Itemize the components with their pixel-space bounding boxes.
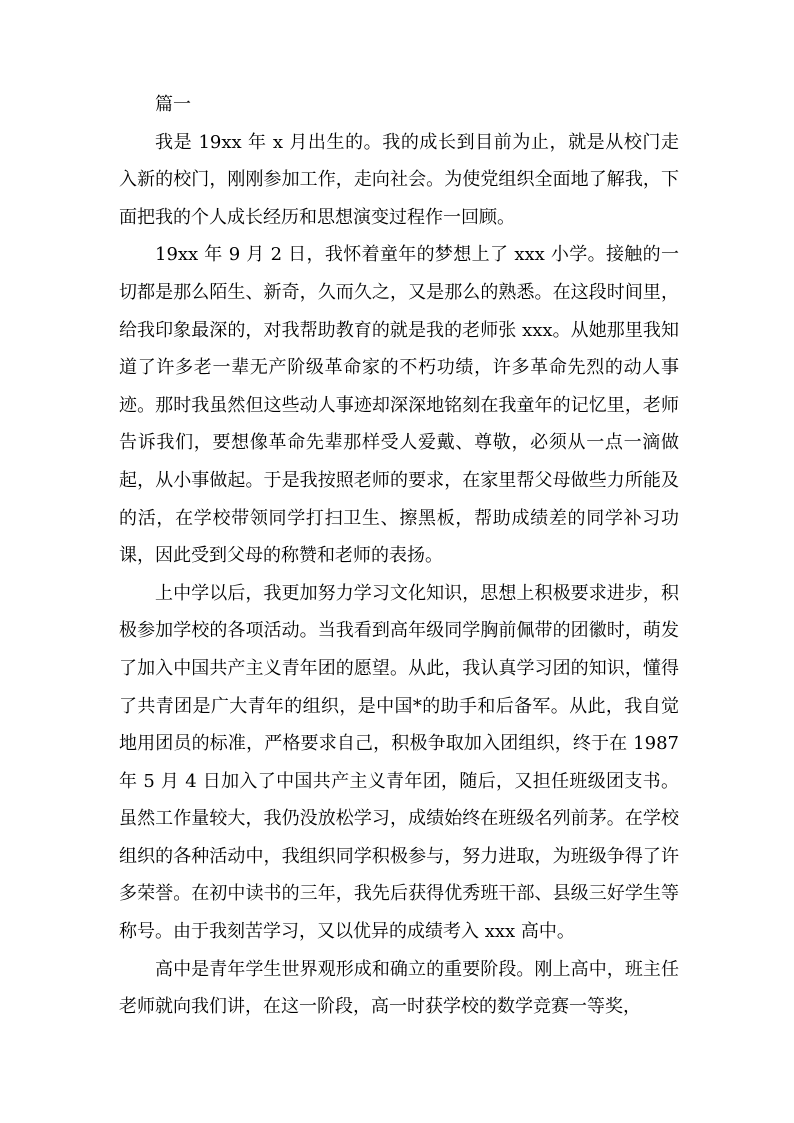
section-heading: 篇一	[155, 94, 191, 115]
paragraph-primary-school: 19xx 年 9 月 2 日，我怀着童年的梦想上了 xxx 小学。接触的一切都是那么陌生、新奇，久而久之，又是那么的熟悉。在这段时间里，给我印象最深的，对我帮助教育的就是我的老师张 xxx。从她那里我知道了许多老一辈无产阶级革命家的不朽功绩，许多革命先烈的动人事迹。那时我虽然但这些动人事迹却深深地铭刻在我童年的记忆里，老师告诉我们，要想像革命先辈那样受人爱戴、尊敬，必须从一点一滴做起，从小事做起。于是我按照老师的要求，在家里帮父母做些力所能及的活，在学校带领同学打扫卫生、擦黑板，帮助成绩差的同学补习功课，因此受到父母的称赞和老师的表扬。	[119, 244, 679, 567]
paragraph-birth: 我是 19xx 年 x 月出生的。我的成长到目前为止，就是从校门走入新的校门，刚刚参加工作，走向社会。为使党组织全面地了解我，下面把我的个人成长经历和思想演变过程作一回顾。	[119, 131, 679, 228]
paragraph-high-school: 高中是青年学生世界观形成和确立的重要阶段。刚上高中，班主任老师就向我们讲，在这一阶段，高一时获学校的数学竞赛一等奖，	[119, 958, 679, 1018]
document-body	[119, 86, 679, 1026]
paragraph-middle-school: 上中学以后，我更加努力学习文化知识，思想上积极要求进步，积极参加学校的各项活动。当我看到高年级同学胸前佩带的团徽时，萌发了加入中国共产主义青年团的愿望。从此，我认真学习团的知识，懂得了共青团是广大青年的组织，是中国*的助手和后备军。从此，我自觉地用团员的标准，严格要求自己，积极争取加入团组织，终于在 1987 年 5 月 4 日加入了中国共产主义青年团，随后，又担任班级团支书。虽然工作量较大，我仍没放松学习，成绩始终在班级名列前茅。在学校组织的各种活动中，我组织同学积极参与，努力进取，为班级争得了许多荣誉。在初中读书的三年，我先后获得优秀班干部、县级三好学生等称号。由于我刻苦学习，又以优异的成绩考入 xxx 高中。	[119, 582, 679, 943]
